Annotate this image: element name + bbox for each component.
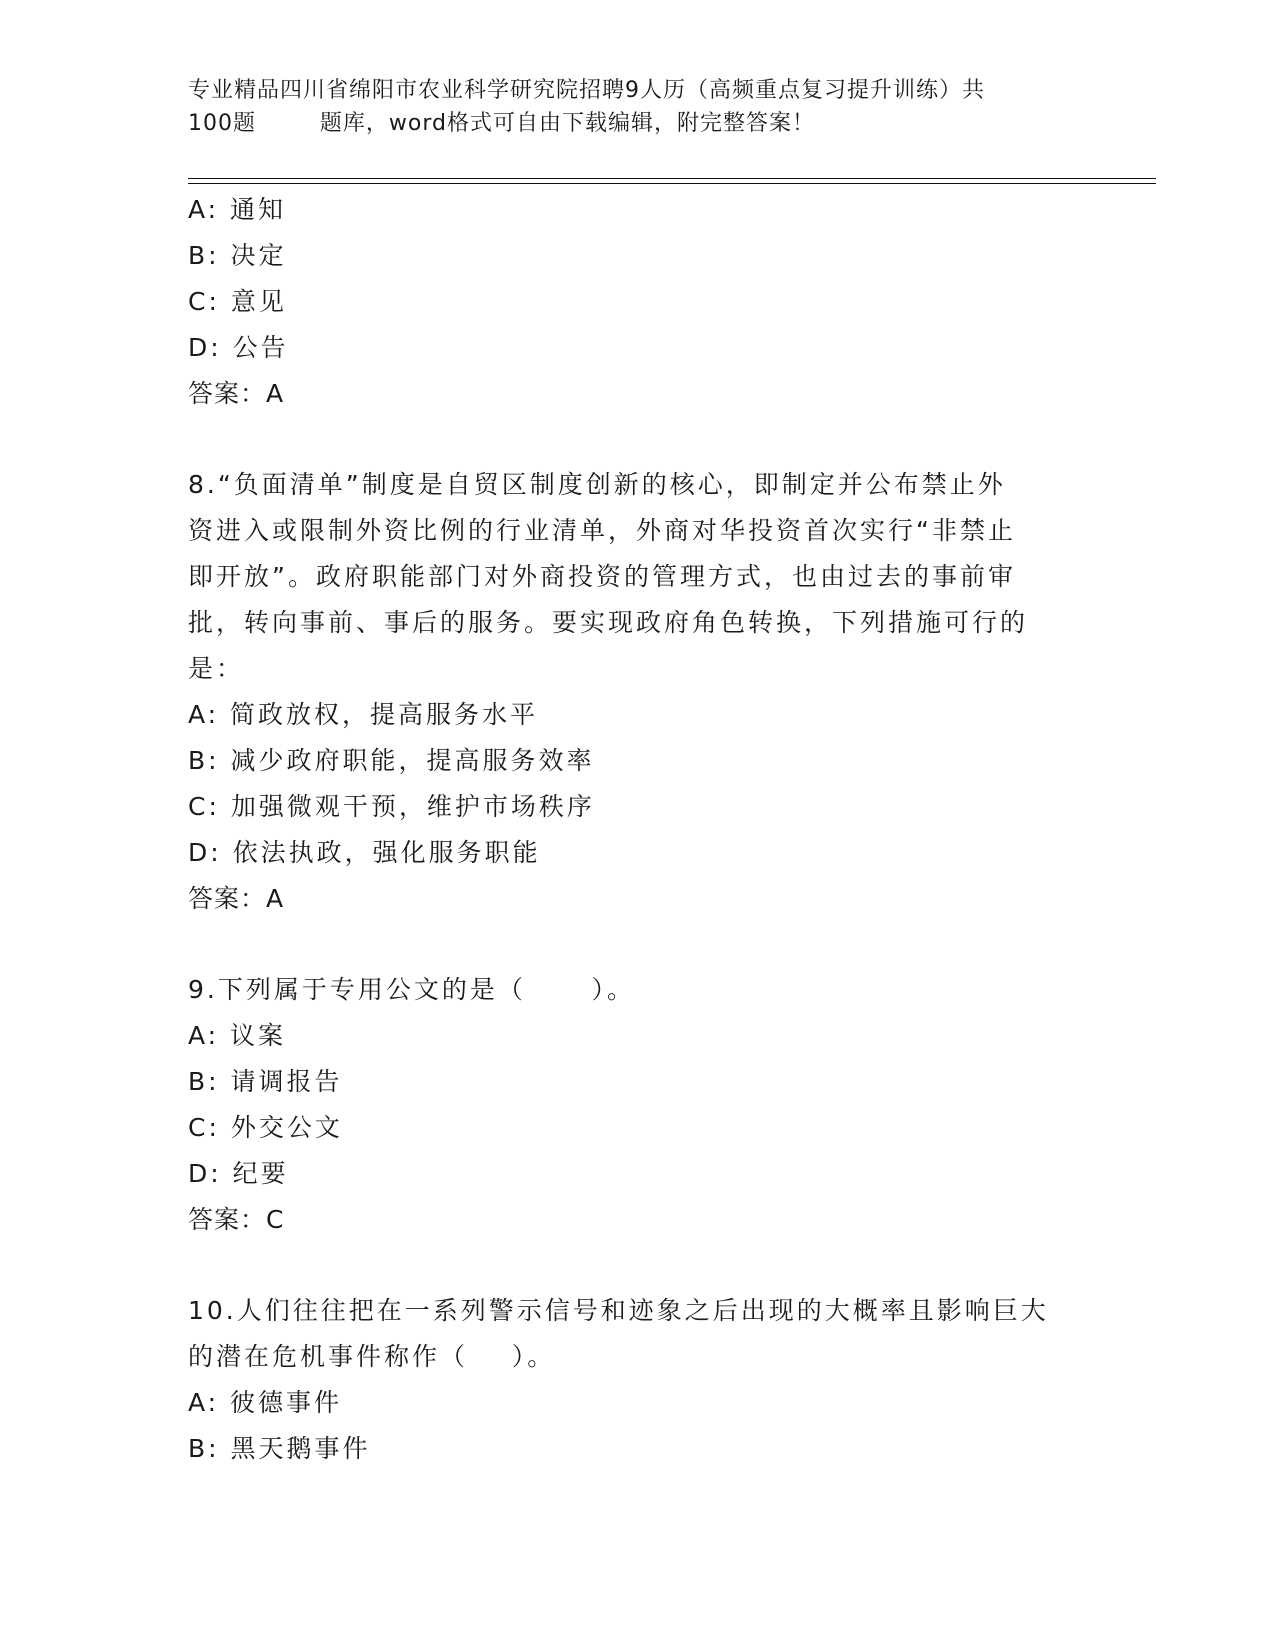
question-text-line: 是： <box>188 654 245 683</box>
option-a: A: 议案 <box>188 1021 287 1050</box>
option-c: C: 外交公文 <box>188 1113 343 1142</box>
question-text <box>188 967 1088 1013</box>
question-8 <box>188 462 1088 922</box>
option-b: B: 减少政府职能，提高服务效率 <box>188 746 595 775</box>
answer-line: 答案：A <box>188 379 285 408</box>
question-7-continued <box>188 187 1088 417</box>
option-d: D: 纪要 <box>188 1159 289 1188</box>
question-text-line: 的潜在危机事件称作（ ）。 <box>188 1342 556 1371</box>
header-line-2: 100题 题库，word格式可自由下载编辑，附完整答案！ <box>188 111 816 136</box>
header-line-1: 专业精品四川省绵阳市农业科学研究院招聘9人历（高频重点复习提升训练）共 <box>188 78 985 103</box>
option-b: B: 黑天鹅事件 <box>188 1434 371 1463</box>
answer-line: 答案：C <box>188 1205 285 1234</box>
option-c: C: 意见 <box>188 287 287 316</box>
document-header <box>188 74 1088 140</box>
option-b: B: 请调报告 <box>188 1067 343 1096</box>
answer-line: 答案：A <box>188 884 285 913</box>
question-9 <box>188 967 1088 1243</box>
question-10 <box>188 1288 1088 1472</box>
question-text-line: 10.人们往往把在一系列警示信号和迹象之后出现的大概率且影响巨大 <box>188 1296 1049 1325</box>
question-text <box>188 1288 1088 1380</box>
header-divider-top <box>188 178 1156 179</box>
option-c: C: 加强微观干预，维护市场秩序 <box>188 792 595 821</box>
question-text-line: 批，转向事前、事后的服务。要实现政府角色转换，下列措施可行的 <box>188 608 1029 637</box>
header-divider-bottom <box>188 183 1156 184</box>
option-a: A: 简政放权，提高服务水平 <box>188 700 539 729</box>
question-text-line: 资进入或限制外资比例的行业清单，外商对华投资首次实行“非禁止 <box>188 516 1016 545</box>
document-body <box>188 187 1088 1472</box>
option-a: A: 通知 <box>188 195 287 224</box>
option-d: D: 依法执政，强化服务职能 <box>188 838 541 867</box>
option-d: D: 公告 <box>188 333 289 362</box>
question-text-line: 9.下列属于专用公文的是（ ）。 <box>188 975 636 1004</box>
question-text-line: 即开放”。政府职能部门对外商投资的管理方式，也由过去的事前审 <box>188 562 1016 591</box>
option-a: A: 彼德事件 <box>188 1388 343 1417</box>
question-text-line: 8.“负面清单”制度是自贸区制度创新的核心，即制定并公布禁止外 <box>188 470 1006 499</box>
option-b: B: 决定 <box>188 241 287 270</box>
question-text <box>188 462 1088 692</box>
